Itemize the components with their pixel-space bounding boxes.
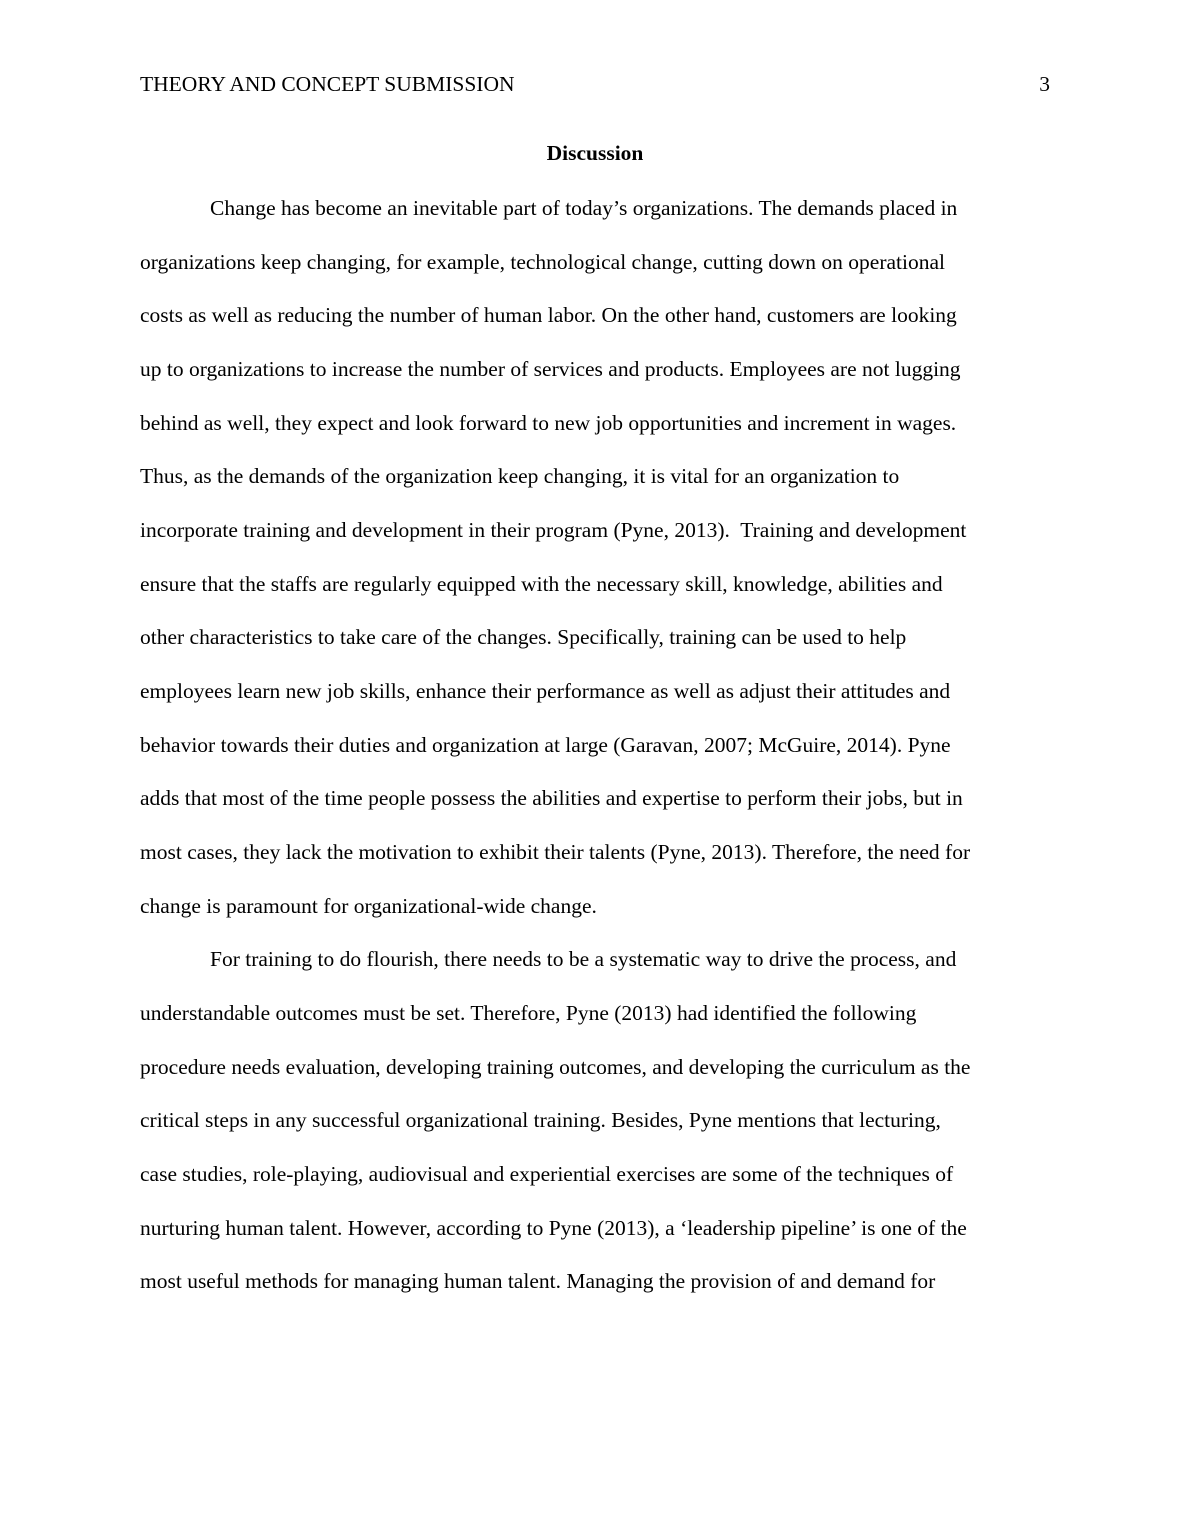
running-head: THEORY AND CONCEPT SUBMISSION: [140, 72, 515, 96]
paragraph-line: understandable outcomes must be set. Therefore, Pyne (2013) had identified the following: [140, 1001, 917, 1025]
paragraph-line: behavior towards their duties and organization at large (Garavan, 2007; McGuire, 2014). Pyne: [140, 733, 951, 757]
paragraph-line: critical steps in any successful organizational training. Besides, Pyne mentions that lecturing,: [140, 1108, 941, 1132]
paragraph-line: incorporate training and development in their program (Pyne, 2013). Training and development: [140, 518, 967, 542]
paragraph-line: other characteristics to take care of the changes. Specifically, training can be used to help: [140, 625, 907, 649]
page-number: 3: [1039, 72, 1050, 96]
paragraph-line: nurturing human talent. However, according to Pyne (2013), a ‘leadership pipeline’ is one of the: [140, 1216, 967, 1240]
paragraph-line: procedure needs evaluation, developing training outcomes, and developing the curriculum as the: [140, 1055, 971, 1079]
paragraph-line: employees learn new job skills, enhance their performance as well as adjust their attitudes and: [140, 679, 951, 703]
paragraph-line: most useful methods for managing human talent. Managing the provision of and demand for: [140, 1269, 936, 1293]
paragraph-line: organizations keep changing, for example, technological change, cutting down on operational: [140, 250, 945, 274]
paragraph-line: change is paramount for organizational-wide change.: [140, 894, 597, 918]
paragraph-line: costs as well as reducing the number of human labor. On the other hand, customers are looking: [140, 303, 957, 327]
paragraph-line: behind as well, they expect and look forward to new job opportunities and increment in wages.: [140, 411, 957, 435]
paragraph-line: up to organizations to increase the number of services and products. Employees are not lugging: [140, 357, 961, 381]
paragraph-line: adds that most of the time people possess the abilities and expertise to perform their jobs, but in: [140, 786, 963, 810]
section-heading: Discussion: [546, 141, 644, 165]
paragraph-line: ensure that the staffs are regularly equipped with the necessary skill, knowledge, abilities and: [140, 572, 943, 596]
paragraph-line: most cases, they lack the motivation to exhibit their talents (Pyne, 2013). Therefore, the need for: [140, 840, 971, 864]
paragraph-line: Thus, as the demands of the organization keep changing, it is vital for an organization to: [140, 464, 900, 488]
paragraph-line: Change has become an inevitable part of today’s organizations. The demands placed in: [210, 196, 958, 220]
paragraph-line: case studies, role-playing, audiovisual and experiential exercises are some of the techniques of: [140, 1162, 954, 1186]
paragraph-line: For training to do flourish, there needs to be a systematic way to drive the process, and: [210, 947, 957, 971]
